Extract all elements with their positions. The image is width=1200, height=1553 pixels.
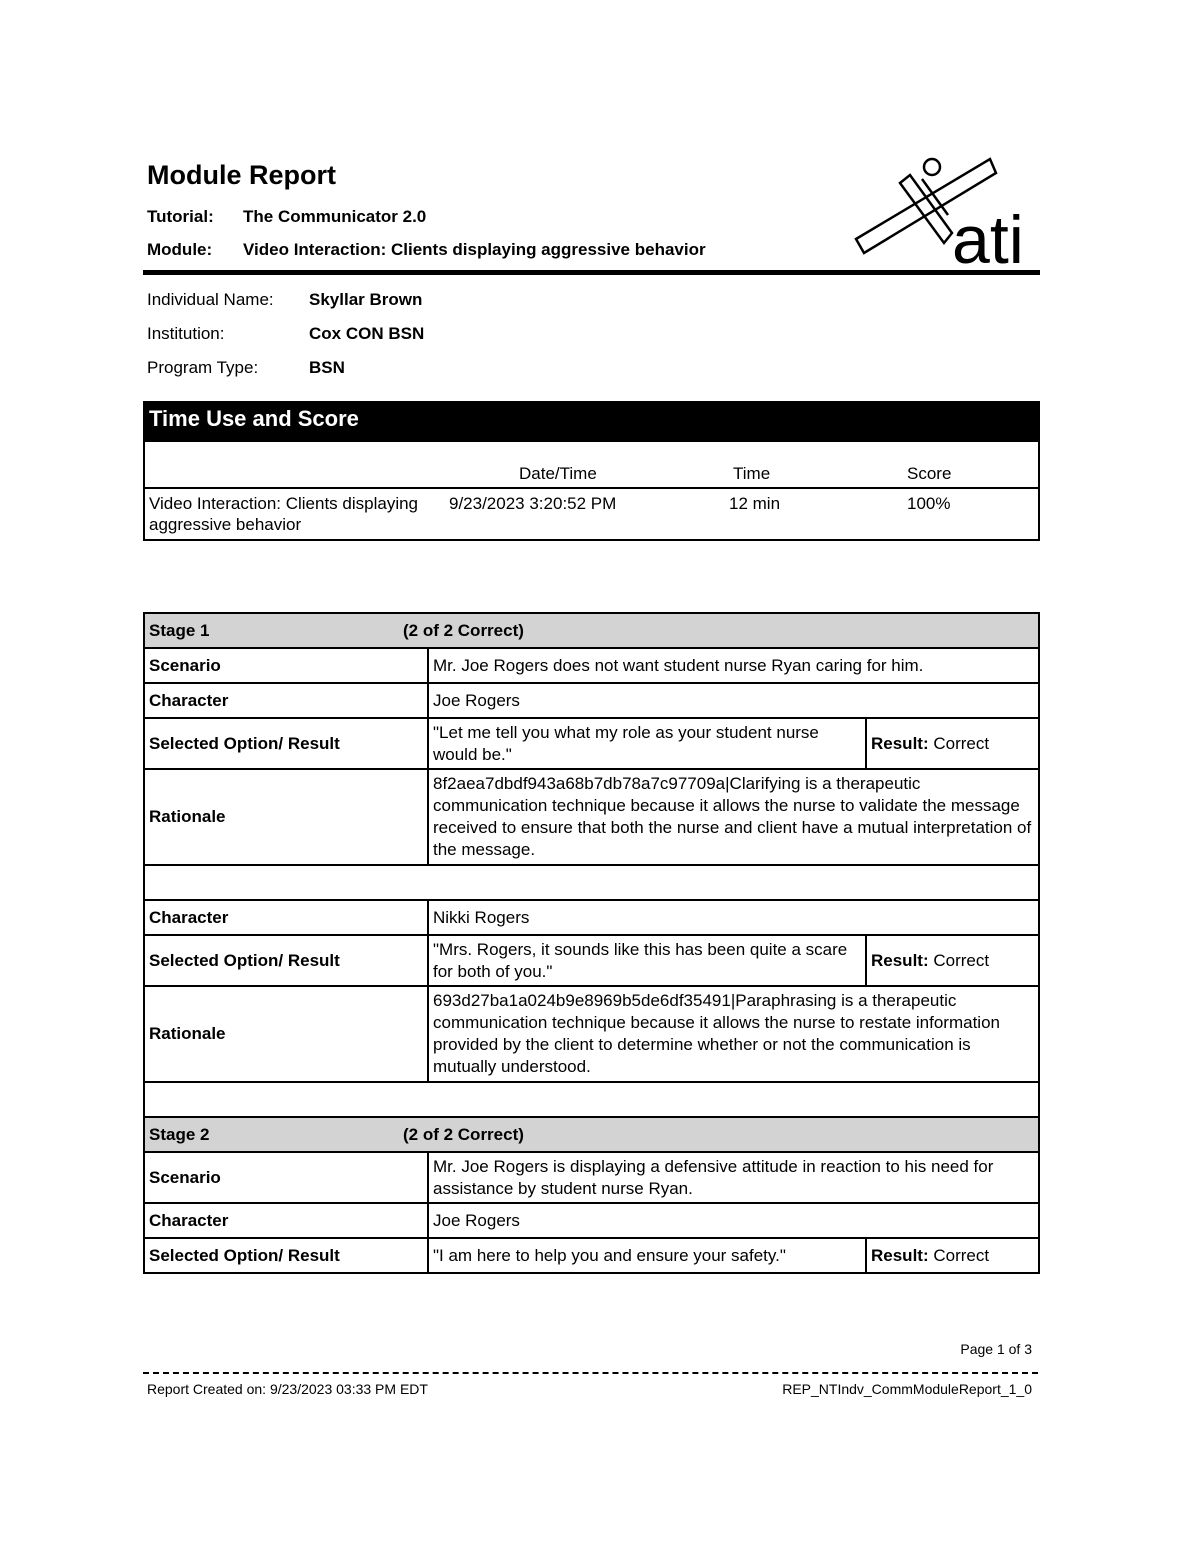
row-datetime: 9/23/2023 3:20:52 PM [449, 494, 617, 513]
header-divider [143, 270, 1040, 275]
row-time: 12 min [729, 494, 781, 513]
scenario-label: Scenario [144, 648, 428, 683]
spacer-row [144, 865, 1039, 900]
result-cell [866, 718, 1039, 769]
col-score: Score [907, 464, 952, 483]
stage-header [144, 613, 1039, 648]
table-row [144, 718, 1039, 769]
report-id: REP_NTIndv_CommModuleReport_1_0 [782, 1381, 1032, 1397]
stage-header [144, 1117, 1039, 1152]
result-cell [866, 935, 1039, 986]
module-row [147, 240, 706, 260]
stage-count: (2 of 2 Correct) [403, 1124, 524, 1144]
program-label: Program Type: [147, 358, 259, 377]
table-row [144, 683, 1039, 718]
table-row [144, 1203, 1039, 1238]
institution-label: Institution: [147, 324, 225, 343]
stage-header-cell [144, 613, 1039, 648]
time-use-table [143, 441, 1040, 541]
table-row [144, 900, 1039, 935]
module-value: Video Interaction: Clients displaying aggressive behavior [243, 240, 706, 259]
scenario-label: Scenario [144, 1152, 428, 1203]
row-score: 100% [907, 494, 951, 513]
page-title: Module Report [147, 160, 336, 190]
character-value: Nikki Rogers [428, 900, 1039, 935]
result-label: Result: [871, 950, 929, 970]
ati-logo [852, 153, 1042, 268]
tutorial-label: Tutorial: [147, 207, 214, 226]
stage-header-cell [144, 1117, 1039, 1152]
result-value: Correct [933, 733, 990, 753]
info-name-row [147, 290, 422, 310]
scenario-value: Mr. Joe Rogers is displaying a defensive attitude in reaction to his need for assistance by student nurse Ryan. [428, 1152, 1039, 1203]
table-row [144, 986, 1039, 1082]
report-created: Report Created on: 9/23/2023 03:33 PM EDT [147, 1381, 428, 1397]
character-value: Joe Rogers [428, 1203, 1039, 1238]
stage-name: Stage 1 [149, 620, 210, 640]
table-row [144, 648, 1039, 683]
selected-label: Selected Option/ Result [144, 935, 428, 986]
character-label: Character [144, 683, 428, 718]
col-time: Time [733, 464, 771, 483]
table-row [144, 1238, 1039, 1273]
spacer-row [144, 1082, 1039, 1117]
selected-label: Selected Option/ Result [144, 718, 428, 769]
program-value: BSN [309, 358, 345, 377]
result-value: Correct [933, 950, 990, 970]
time-use-header: Time Use and Score [143, 401, 1040, 442]
footer-divider [143, 1372, 1038, 1374]
result-cell [866, 1238, 1039, 1273]
stages-table [143, 612, 1040, 1274]
selected-value: "I am here to help you and ensure your safety." [428, 1238, 866, 1273]
col-datetime: Date/Time [519, 464, 597, 483]
row-module-name: Video Interaction: Clients displaying aggressive behavior [149, 494, 419, 534]
character-value: Joe Rogers [428, 683, 1039, 718]
table-row [144, 935, 1039, 986]
selected-label: Selected Option/ Result [144, 1238, 428, 1273]
character-label: Character [144, 900, 428, 935]
stage-name: Stage 2 [149, 1124, 210, 1144]
page-number: Page 1 of 3 [960, 1341, 1032, 1357]
stage-count: (2 of 2 Correct) [403, 620, 524, 640]
result-label: Result: [871, 733, 929, 753]
tutorial-row [147, 207, 426, 227]
rationale-value: 8f2aea7dbdf943a68b7db78a7c97709a|Clarifying is a therapeutic communication technique because it allows the nurse to validate the message received to ensure that both the nurse and client have a mutual interpretation of the message. [428, 769, 1039, 865]
rationale-label: Rationale [144, 986, 428, 1082]
scenario-value: Mr. Joe Rogers does not want student nurse Ryan caring for him. [428, 648, 1039, 683]
logo-text: ati [952, 202, 1024, 268]
table-row [144, 769, 1039, 865]
selected-value: "Let me tell you what my role as your student nurse would be." [428, 718, 866, 769]
tutorial-value: The Communicator 2.0 [243, 207, 427, 226]
rationale-label: Rationale [144, 769, 428, 865]
info-institution-row [147, 324, 424, 344]
name-value: Skyllar Brown [309, 290, 423, 309]
result-value: Correct [933, 1245, 990, 1265]
institution-value: Cox CON BSN [309, 324, 425, 343]
time-use-divider [145, 487, 1038, 489]
module-label: Module: [147, 240, 213, 259]
selected-value: "Mrs. Rogers, it sounds like this has been quite a scare for both of you." [428, 935, 866, 986]
rationale-value: 693d27ba1a024b9e8969b5de6df35491|Paraphrasing is a therapeutic communication technique because it allows the nurse to restate information provided by the client to determine whether or not the communication is mutually understood. [428, 986, 1039, 1082]
table-row [144, 1152, 1039, 1203]
character-label: Character [144, 1203, 428, 1238]
info-program-row [147, 358, 345, 378]
name-label: Individual Name: [147, 290, 274, 309]
result-label: Result: [871, 1245, 929, 1265]
